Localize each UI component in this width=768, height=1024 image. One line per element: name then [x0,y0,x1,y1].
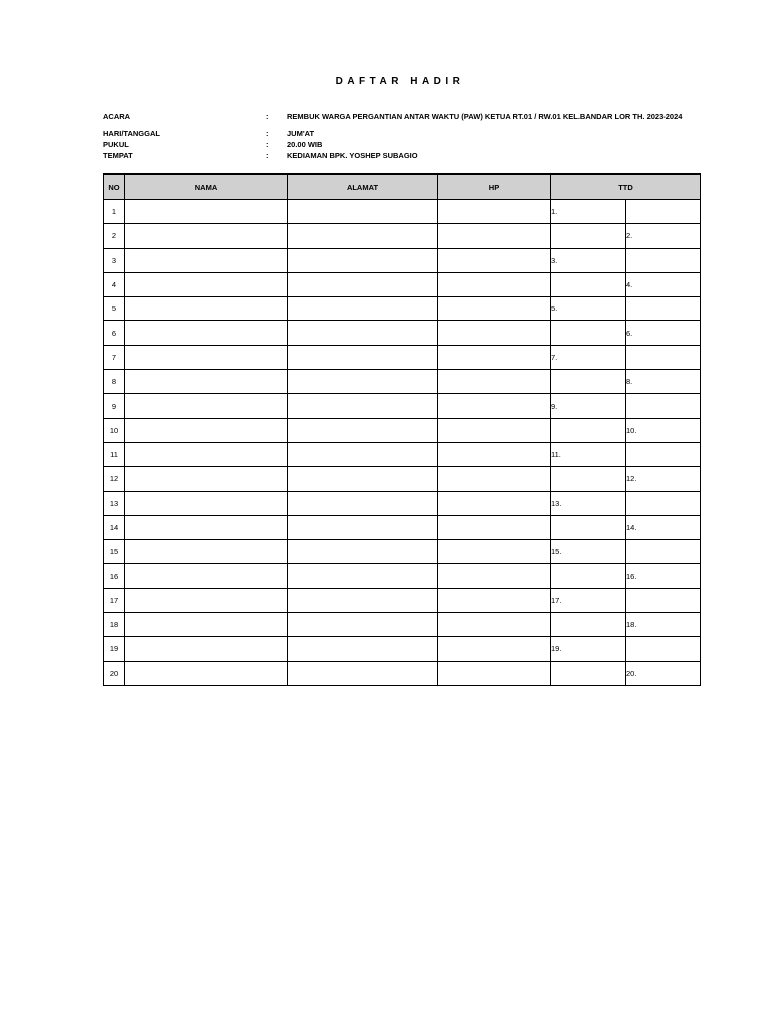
cell-ttd-right[interactable] [626,540,701,564]
cell-hp[interactable] [438,491,551,515]
cell-ttd-right[interactable] [626,442,701,466]
info-value: 20.00 WIB [287,140,323,149]
cell-ttd-left[interactable]: 13. [551,491,626,515]
cell-alamat[interactable] [288,200,438,224]
cell-ttd-right[interactable]: 14. [626,515,701,539]
table-header-row [104,174,701,200]
cell-ttd-left[interactable]: 17. [551,588,626,612]
table-row [104,564,701,588]
cell-alamat[interactable] [288,272,438,296]
cell-ttd-left[interactable]: 1. [551,200,626,224]
cell-ttd-left[interactable]: 9. [551,394,626,418]
cell-nama[interactable] [125,564,288,588]
cell-hp[interactable] [438,200,551,224]
cell-hp[interactable] [438,613,551,637]
header-no: NO [104,174,125,200]
cell-hp[interactable] [438,637,551,661]
table-row [104,345,701,369]
cell-ttd-right[interactable] [626,394,701,418]
cell-hp[interactable] [438,370,551,394]
table-row [104,272,701,296]
cell-no: 5 [104,297,125,321]
cell-hp[interactable] [438,297,551,321]
cell-hp[interactable] [438,515,551,539]
cell-nama[interactable] [125,297,288,321]
cell-ttd-left[interactable]: 19. [551,637,626,661]
cell-alamat[interactable] [288,297,438,321]
info-colon: : [266,129,269,138]
cell-alamat[interactable] [288,345,438,369]
info-label: ACARA [103,112,131,121]
cell-no: 2 [104,224,125,248]
cell-ttd-right[interactable] [626,637,701,661]
cell-no: 17 [104,588,125,612]
cell-nama[interactable] [125,661,288,685]
cell-ttd-right[interactable] [626,248,701,272]
cell-hp[interactable] [438,540,551,564]
cell-no: 15 [104,540,125,564]
cell-hp[interactable] [438,442,551,466]
cell-hp[interactable] [438,345,551,369]
table-row [104,224,701,248]
cell-ttd-left[interactable]: 15. [551,540,626,564]
table-row [104,418,701,442]
cell-nama[interactable] [125,491,288,515]
cell-no: 14 [104,515,125,539]
cell-hp[interactable] [438,321,551,345]
cell-alamat[interactable] [288,467,438,491]
cell-ttd-left[interactable]: 5. [551,297,626,321]
info-label: HARI/TANGGAL [103,129,160,138]
cell-ttd-right[interactable] [626,491,701,515]
cell-hp[interactable] [438,248,551,272]
cell-no: 10 [104,418,125,442]
cell-ttd-left[interactable] [551,467,626,491]
info-value: KEDIAMAN BPK. YOSHEP SUBAGIO [287,151,418,160]
table-row [104,491,701,515]
header-ttd: TTD [551,174,701,200]
header-hp: HP [438,174,551,200]
cell-nama[interactable] [125,467,288,491]
cell-ttd-right[interactable]: 12. [626,467,701,491]
cell-ttd-left[interactable] [551,272,626,296]
cell-no: 16 [104,564,125,588]
table-row [104,321,701,345]
cell-nama[interactable] [125,442,288,466]
table-row [104,613,701,637]
cell-ttd-left[interactable] [551,224,626,248]
cell-nama[interactable] [125,200,288,224]
attendance-table [103,173,701,686]
cell-ttd-right[interactable] [626,588,701,612]
cell-nama[interactable] [125,345,288,369]
table-row [104,588,701,612]
cell-alamat[interactable] [288,540,438,564]
cell-alamat[interactable] [288,394,438,418]
cell-ttd-right[interactable] [626,345,701,369]
cell-alamat[interactable] [288,564,438,588]
table-row [104,540,701,564]
table-row [104,394,701,418]
cell-nama[interactable] [125,613,288,637]
cell-nama[interactable] [125,272,288,296]
cell-ttd-left[interactable] [551,564,626,588]
cell-ttd-right[interactable]: 8. [626,370,701,394]
page-title: DAFTAR HADIR [335,76,465,87]
cell-alamat[interactable] [288,613,438,637]
cell-ttd-right[interactable] [626,200,701,224]
cell-nama[interactable] [125,394,288,418]
cell-ttd-left[interactable] [551,418,626,442]
cell-ttd-right[interactable]: 10. [626,418,701,442]
table-row [104,442,701,466]
cell-no: 1 [104,200,125,224]
cell-nama[interactable] [125,224,288,248]
cell-nama[interactable] [125,248,288,272]
cell-ttd-left[interactable]: 11. [551,442,626,466]
header-nama: NAMA [125,174,288,200]
cell-hp[interactable] [438,661,551,685]
cell-hp[interactable] [438,418,551,442]
cell-alamat[interactable] [288,515,438,539]
cell-ttd-left[interactable] [551,370,626,394]
cell-alamat[interactable] [288,442,438,466]
cell-ttd-left[interactable] [551,515,626,539]
cell-no: 18 [104,613,125,637]
table-row [104,200,701,224]
cell-hp[interactable] [438,564,551,588]
cell-no: 7 [104,345,125,369]
cell-alamat[interactable] [288,418,438,442]
cell-ttd-left[interactable] [551,321,626,345]
cell-alamat[interactable] [288,224,438,248]
cell-no: 8 [104,370,125,394]
cell-ttd-right[interactable] [626,297,701,321]
info-value: JUM'AT [287,129,315,138]
cell-nama[interactable] [125,370,288,394]
cell-ttd-left[interactable]: 7. [551,345,626,369]
cell-hp[interactable] [438,467,551,491]
table-row [104,467,701,491]
cell-hp[interactable] [438,272,551,296]
cell-hp[interactable] [438,588,551,612]
info-colon: : [266,151,269,160]
cell-hp[interactable] [438,394,551,418]
cell-nama[interactable] [125,321,288,345]
cell-ttd-right[interactable]: 18. [626,613,701,637]
cell-no: 13 [104,491,125,515]
cell-nama[interactable] [125,588,288,612]
cell-ttd-right[interactable]: 2. [626,224,701,248]
cell-alamat[interactable] [288,588,438,612]
info-colon: : [266,140,269,149]
cell-hp[interactable] [438,224,551,248]
cell-nama[interactable] [125,637,288,661]
cell-no: 20 [104,661,125,685]
cell-alamat[interactable] [288,637,438,661]
cell-no: 19 [104,637,125,661]
cell-nama[interactable] [125,515,288,539]
info-value: REMBUK WARGA PERGANTIAN ANTAR WAKTU (PAW) KETUA RT.01 / RW.01 KEL.BANDAR LOR TH. 2023-2024 [287,112,683,121]
table-row [104,297,701,321]
table-row [104,661,701,685]
cell-no: 4 [104,272,125,296]
cell-alamat[interactable] [288,248,438,272]
cell-no: 9 [104,394,125,418]
cell-no: 12 [104,467,125,491]
table-row [104,637,701,661]
table-row [104,248,701,272]
cell-no: 11 [104,442,125,466]
cell-ttd-right[interactable]: 6. [626,321,701,345]
cell-ttd-left[interactable] [551,613,626,637]
cell-alamat[interactable] [288,661,438,685]
info-label: TEMPAT [103,151,133,160]
header-alamat: ALAMAT [288,174,438,200]
cell-ttd-right[interactable]: 4. [626,272,701,296]
table-row [104,370,701,394]
cell-ttd-left[interactable] [551,661,626,685]
cell-no: 6 [104,321,125,345]
cell-alamat[interactable] [288,321,438,345]
table-row [104,515,701,539]
cell-alamat[interactable] [288,491,438,515]
cell-ttd-right[interactable]: 16. [626,564,701,588]
cell-ttd-right[interactable]: 20. [626,661,701,685]
cell-nama[interactable] [125,418,288,442]
info-colon: : [266,112,269,121]
cell-no: 3 [104,248,125,272]
cell-alamat[interactable] [288,370,438,394]
cell-nama[interactable] [125,540,288,564]
cell-ttd-left[interactable]: 3. [551,248,626,272]
info-label: PUKUL [103,140,129,149]
